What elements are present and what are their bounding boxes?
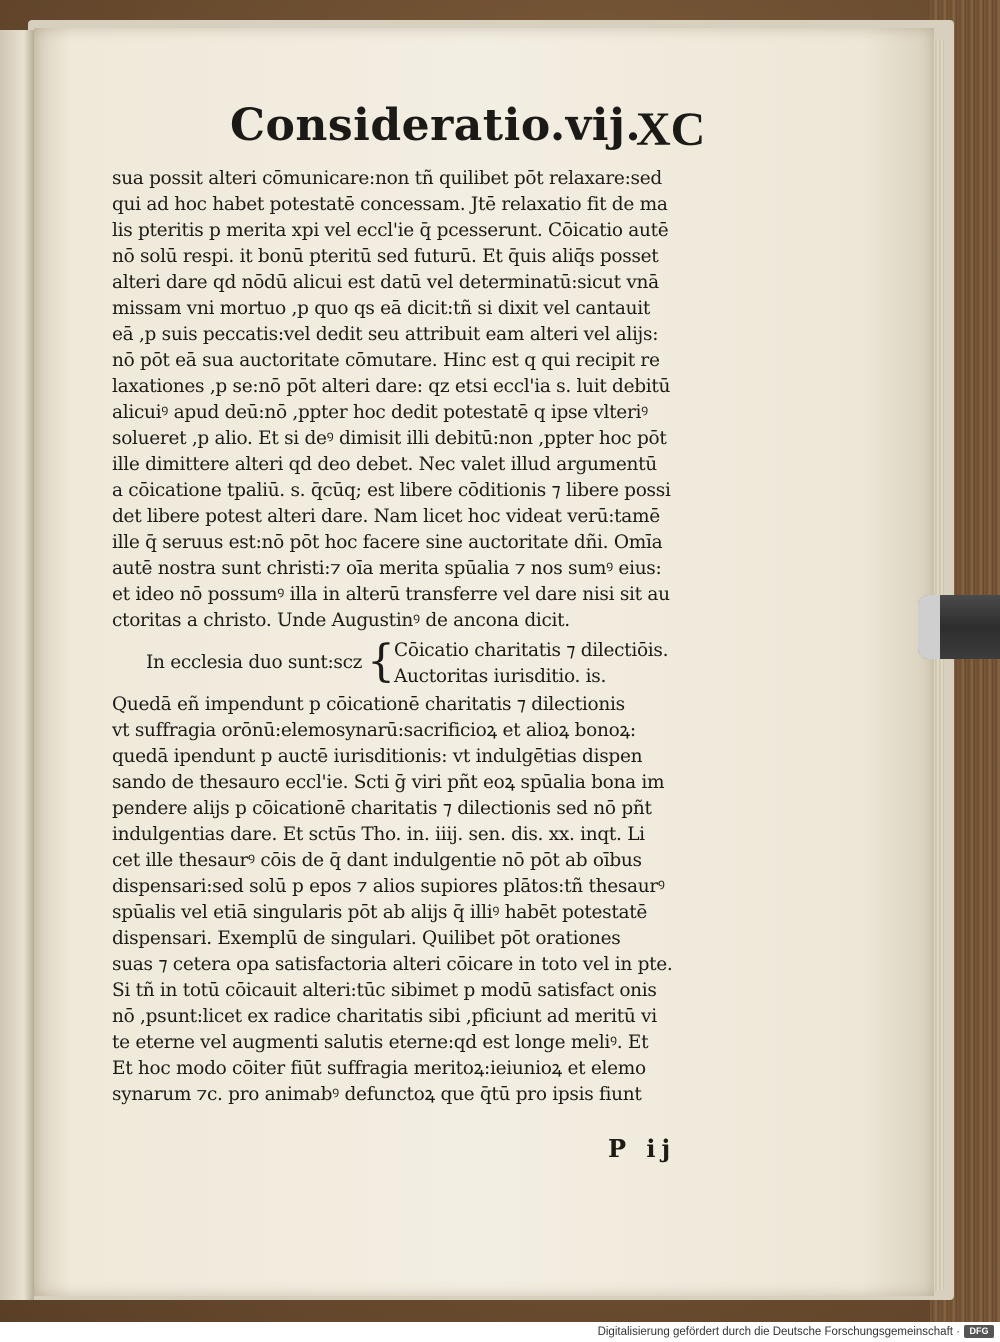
text-line: eā ,p suis peccatis:vel dedit seu attribuit eam alteri vel alijs: bbox=[112, 324, 659, 345]
text-line: solueret ,p alio. Et si deꝰ dimisit illi debitū:non ,ppter hoc pōt bbox=[112, 428, 667, 449]
text-line: ille q̄ seruus est:nō pōt hoc facere sine auctoritate dñi. Omīa bbox=[112, 532, 663, 553]
text-line: det libere potest alteri dare. Nam licet hoc videat verū:tamē bbox=[112, 506, 660, 527]
text-line: ctoritas a christo. Unde Augustinꝰ de ancona dicit. bbox=[112, 610, 570, 631]
text-line: a cōicatione tpaliū. s. q̄cūq; est libere cōditionis ⁊ libere possi bbox=[112, 480, 671, 501]
text-line: suas ⁊ cetera opa satisfactoria alteri cōicare in toto vel in pte. bbox=[112, 954, 673, 975]
text-line: ille dimittere alteri qd deo debet. Nec valet illud argumentū bbox=[112, 454, 657, 475]
text-line: Et hoc modo cōiter fiūt suffragia meritoꝝ:ieiunioꝝ et elemo bbox=[112, 1058, 646, 1079]
text-lines-top bbox=[112, 166, 712, 634]
text-line: alteri dare qd nōdū alicui est datū vel determinatū:sicut vnā bbox=[112, 272, 659, 293]
text-line: nō solū respi. it bonū pteritū sed futurū. Et q̄uis aliq̄s posset bbox=[112, 246, 659, 267]
text-line: te eterne vel augmenti salutis eterne:qd est longe meliꝰ. Et bbox=[112, 1032, 649, 1053]
text-line: cet ille thesaurꝰ cōis de q̄ dant indulgentie nō pōt ab oībus bbox=[112, 850, 642, 871]
brace-item-a: Cōicatio charitatis ⁊ dilectiōis. bbox=[394, 640, 669, 661]
text-lines-bottom bbox=[112, 692, 712, 1108]
text-line: qui ad hoc habet potestatē concessam. Jtē relaxatio fit de ma bbox=[112, 194, 668, 215]
text-line: nō pōt eā sua auctoritate cōmutare. Hinc est q qui recipit re bbox=[112, 350, 660, 371]
left-page-edge bbox=[0, 30, 34, 1300]
text-line: sua possit alteri cōmunicare:non tñ quilibet pōt relaxare:sed bbox=[112, 168, 662, 189]
text-line: sando de thesauro eccl'ie. Scti ḡ viri pñt eoꝝ spūalia bona im bbox=[112, 772, 665, 793]
text-line: Quedā eñ impendunt p cōicationē charitatis ⁊ dilectionis bbox=[112, 694, 625, 715]
text-line: missam vni mortuo ,p quo qs eā dicit:tñ si dixit vel cantauit bbox=[112, 298, 650, 319]
text-line: et ideo nō possumꝰ illa in alterū transferre vel dare nisi sit au bbox=[112, 584, 670, 605]
brace-table bbox=[112, 638, 712, 692]
text-line: dispensari:sed solū p epos ⁊ alios supiores plātos:tñ thesaurꝰ bbox=[112, 876, 665, 897]
dfg-logo: DFG bbox=[964, 1325, 994, 1338]
running-title: Consideratio.vij. bbox=[230, 100, 642, 151]
brace-icon: { bbox=[367, 636, 395, 687]
text-line: quedā ipendunt p auctē iurisditionis: vt indulgētias dispen bbox=[112, 746, 643, 767]
text-line: lis pteritis p merita xpi vel eccl'ie q̄ pcesserunt. Cōicatio autē bbox=[112, 220, 669, 241]
signature-mark: P ij bbox=[608, 1134, 677, 1163]
text-line: synarum ⁊c. pro animabꝰ defunctoꝝ que q̄tū pro ipsis fiunt bbox=[112, 1084, 642, 1105]
text-line: autē nostra sunt christi:⁊ oīa merita spūalia ⁊ nos sumꝰ eius: bbox=[112, 558, 662, 579]
page-fore-edge bbox=[934, 40, 944, 1290]
text-block bbox=[112, 166, 712, 1108]
text-line: indulgentias dare. Et sctūs Tho. in. iiij. sen. dis. xx. inqt. Li bbox=[112, 824, 645, 845]
text-line: dispensari. Exemplū de singulari. Quilibet pōt orationes bbox=[112, 928, 621, 949]
text-line: laxationes ,p se:nō pōt alteri dare: qz etsi eccl'ia s. luit debitū bbox=[112, 376, 671, 397]
text-line: vt suffragia orōnū:elemosynarū:sacrificioꝝ et alioꝝ bonoꝝ: bbox=[112, 720, 636, 741]
text-line: pendere alijs p cōicationē charitatis ⁊ dilectionis sed nō pñt bbox=[112, 798, 652, 819]
footer-credit: Digitalisierung gefördert durch die Deutsche Forschungsgemeinschaft · bbox=[597, 1326, 960, 1338]
text-line: alicuiꝰ apud deū:nō ,ppter hoc dedit potestatē q ipse vlteriꝰ bbox=[112, 402, 648, 423]
folio-number: XC bbox=[636, 103, 706, 156]
text-line: nō ,psunt:licet ex radice charitatis sibi ,pficiunt ad meritū vi bbox=[112, 1006, 657, 1027]
text-line: spūalis vel etiā singularis pōt ab alijs q̄ illiꝰ habēt potestatē bbox=[112, 902, 647, 923]
page-tab-marker-light bbox=[918, 595, 940, 659]
brace-lead-text: In ecclesia duo sunt:scz bbox=[146, 652, 363, 673]
brace-item-b: Auctoritas iurisditio. is. bbox=[394, 666, 607, 687]
text-line: Si tñ in totū cōicauit alteri:tūc sibimet p modū satisfact onis bbox=[112, 980, 657, 1001]
